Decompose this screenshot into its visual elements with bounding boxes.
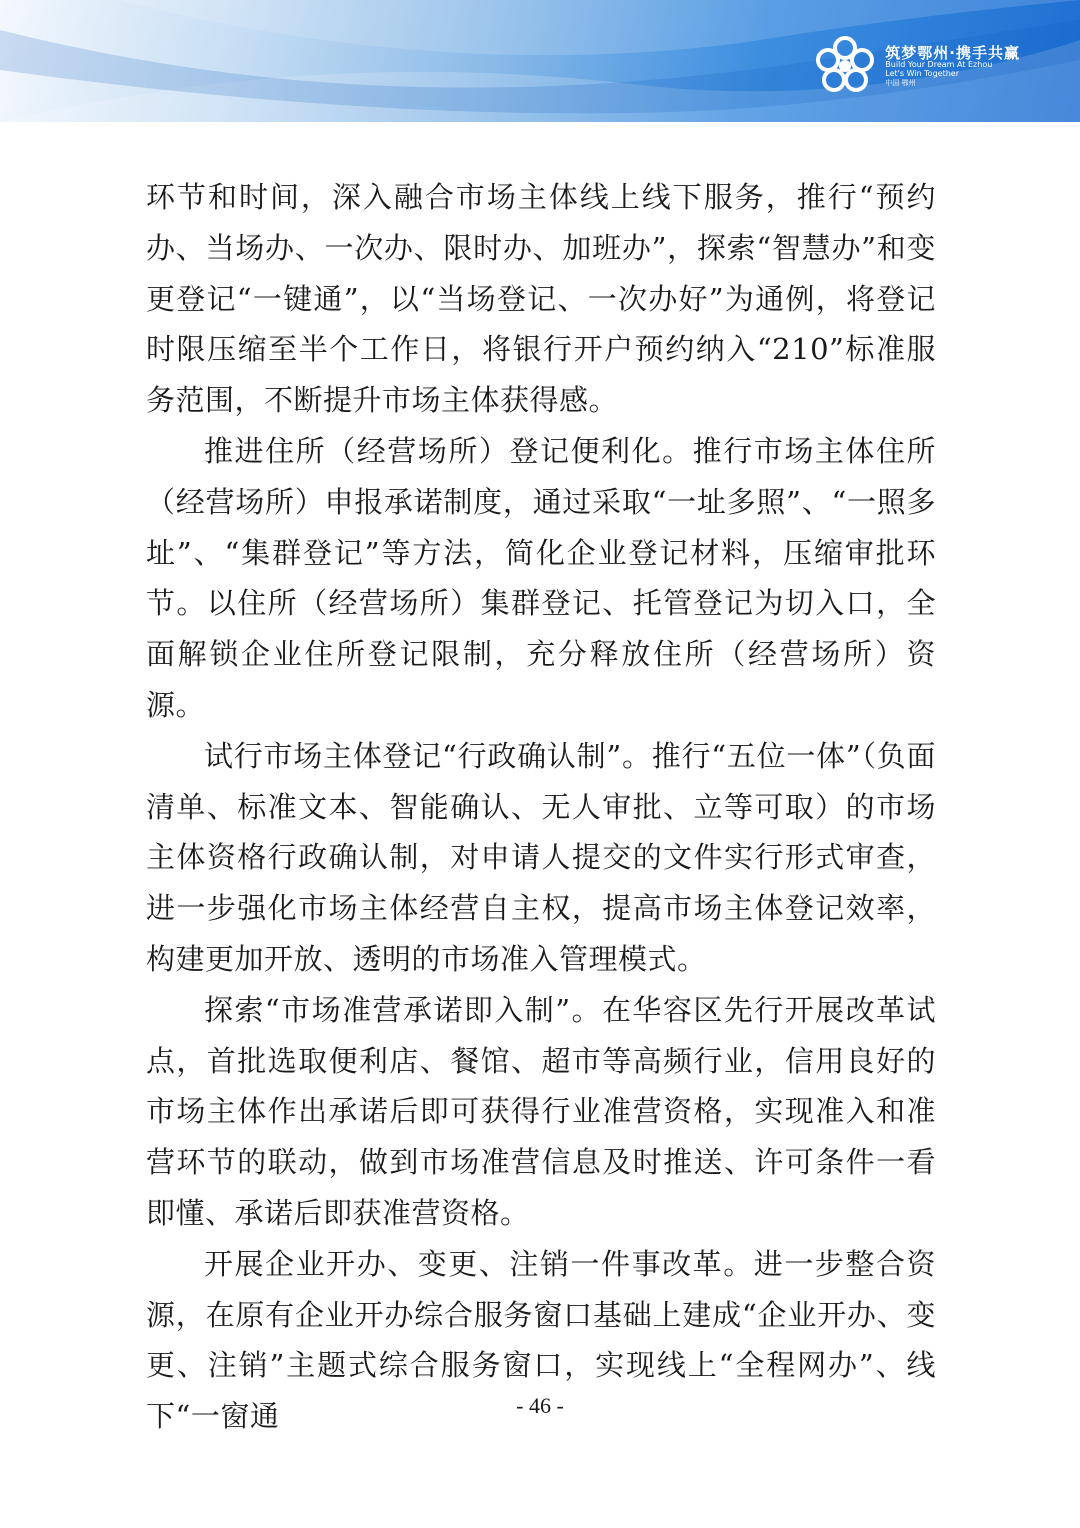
paragraph-3: 试行市场主体登记“行政确认制”。推行“五位一体”（负面清单、标准文本、智能确认、无人审批、立等可取）的市场主体资格行政确认制，对申请人提交的文件实行形式审查，进一步强化市场主体经营自主权，提高市场主体登记效率，构建更加开放、透明的市场准入管理模式。: [146, 738, 936, 976]
logo-text: [885, 45, 1020, 88]
header-band: [0, 0, 1080, 122]
logo-slogan-en-2: Let's Win Together: [885, 68, 959, 78]
logo-location: 中国 鄂州: [885, 78, 916, 87]
logo-slogan-cn: 筑梦鄂州·携手共赢: [885, 43, 1020, 62]
paragraph-1: 环节和时间，深入融合市场主体线上线下服务，推行“预约办、当场办、一次办、限时办、加班办”，探索“智慧办”和变更登记“一键通”，以“当场登记、一次办好”为通例，将登记时限压缩至半个工作日，将银行开户预约纳入“210”标准服务范围，不断提升市场主体获得感。: [146, 180, 936, 418]
flower-logo-icon: [813, 34, 877, 98]
paragraph-5: 开展企业开办、变更、注销一件事改革。进一步整合资源，在原有企业开办综合服务窗口基础上建成“企业开办、变更、注销”主题式综合服务窗口，实现线上“全程网办”、线下“一窗通: [146, 1246, 936, 1434]
logo: [813, 34, 1020, 98]
paragraph-2: 推进住所（经营场所）登记便利化。推行市场主体住所（经营场所）申报承诺制度，通过采取“一址多照”、“一照多址”、“集群登记”等方法，简化企业登记材料，压缩审批环节。以住所（经营场所）集群登记、托管登记为切入口，全面解锁企业住所登记限制，充分释放住所（经营场所）资源。: [146, 433, 936, 722]
paragraph-4: 探索“市场准营承诺即入制”。在华容区先行开展改革试点，首批选取便利店、餐馆、超市等高频行业，信用良好的市场主体作出承诺后即可获得行业准营资格，实现准入和准营环节的联动，做到市场准营信息及时推送、许可条件一看即懂、承诺后即获准营资格。: [146, 992, 936, 1230]
logo-slogan-en-1: Build Your Dream At Ezhou: [885, 60, 993, 70]
page-number: - 46 -: [516, 1393, 564, 1418]
page-body: [146, 172, 936, 1442]
